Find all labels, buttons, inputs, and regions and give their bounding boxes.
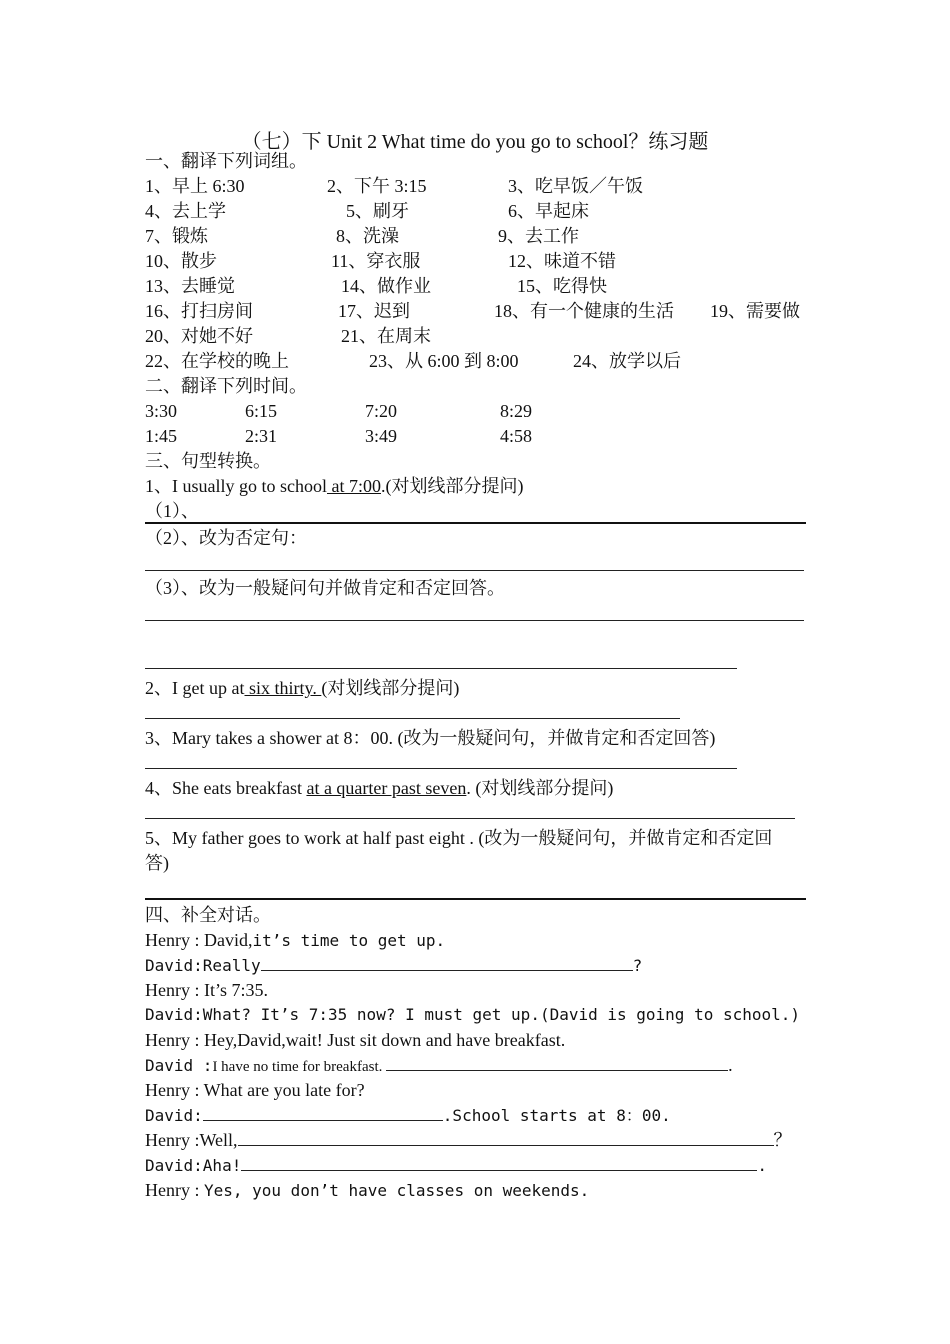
question-2-instruction: (对划线部分提问) — [321, 678, 460, 698]
dialogue-line — [145, 1054, 733, 1078]
section-4-heading: 四、补全对话。 — [145, 905, 271, 925]
page-title: （七）下 Unit 2 What time do you go to school？练习题 — [241, 131, 709, 153]
speaker: Henry : — [145, 930, 204, 950]
phrase-item: 3、吃早饭／午饭 — [508, 176, 643, 196]
dialogue-line: Henry : It’s 7:35. — [145, 980, 268, 1000]
section-3-heading: 三、句型转换。 — [145, 451, 271, 471]
phrase-item: 6、早起床 — [508, 201, 589, 221]
phrase-item: 22、在学校的晚上 — [145, 351, 289, 371]
fill-blank[interactable] — [386, 1054, 728, 1071]
question-2-underlined: six thirty. — [244, 678, 322, 698]
question-4 — [145, 777, 613, 799]
dialogue-line — [145, 929, 445, 952]
phrase-item: 21、在周末 — [341, 326, 431, 346]
dialogue-text: David, — [203, 930, 253, 950]
phrase-item: 23、从 6:00 到 8:00 — [369, 351, 519, 371]
phrase-item: 1、早上 6:30 — [145, 176, 245, 196]
answer-line[interactable] — [145, 522, 806, 524]
dialogue-text: David:Really — [145, 956, 261, 975]
section-2-heading: 二、翻译下列时间。 — [145, 376, 307, 396]
dialogue-text: Yes, you don’t have classes on weekends. — [203, 1181, 590, 1200]
question-1-underlined: at 7:00 — [327, 476, 381, 496]
answer-line[interactable] — [145, 818, 795, 819]
speaker: Henry : — [145, 1180, 204, 1200]
question-2-text: 2、I get up at — [145, 678, 245, 698]
phrase-item: 14、做作业 — [341, 276, 431, 296]
dialogue-text: ? — [632, 956, 643, 975]
answer-line[interactable] — [145, 668, 737, 669]
phrase-item: 11、穿衣服 — [331, 251, 421, 271]
question-1-instruction: .(对划线部分提问) — [381, 476, 524, 496]
time-item: 8:29 — [500, 401, 533, 421]
dialogue-text: it’s time to get up. — [252, 931, 446, 950]
time-item: 1:45 — [145, 426, 178, 446]
phrase-item: 4、去上学 — [145, 201, 226, 221]
dialogue-text: . — [728, 1055, 733, 1075]
fill-blank[interactable] — [261, 954, 633, 971]
dialogue-line: Henry : Hey,David,wait! Just sit down and have breakfast. — [145, 1030, 566, 1050]
question-1 — [145, 475, 524, 497]
time-item: 7:20 — [365, 401, 398, 421]
question-1-part-1: （1）、 — [145, 501, 199, 521]
time-item: 3:30 — [145, 401, 178, 421]
dialogue-text: .School starts at 8：00. — [442, 1106, 671, 1125]
phrase-item: 10、散步 — [145, 251, 217, 271]
phrase-item: 24、放学以后 — [573, 351, 681, 371]
question-1-part-3: （3）、改为一般疑问句并做肯定和否定回答。 — [145, 578, 505, 598]
answer-line[interactable] — [145, 718, 680, 719]
time-item: 3:49 — [365, 426, 398, 446]
question-5-line-1: 5、My father goes to work at half past eight . (改为一般疑问句，并做肯定和否定回 — [145, 828, 773, 848]
phrase-item: 18、有一个健康的生活 — [494, 301, 674, 321]
fill-blank[interactable] — [203, 1104, 443, 1121]
question-4-underlined: at a quarter past seven — [306, 778, 467, 798]
time-item: 2:31 — [245, 426, 278, 446]
dialogue-text: Henry :Well, — [145, 1130, 238, 1150]
dialogue-text: I have no time for breakfast. — [212, 1059, 387, 1075]
phrase-item: 17、迟到 — [338, 301, 410, 321]
phrase-item: 12、味道不错 — [508, 251, 616, 271]
question-1-part-2: （2）、改为否定句： — [145, 528, 307, 548]
answer-line[interactable] — [145, 620, 804, 621]
dialogue-line — [145, 954, 642, 977]
phrase-item: 5、刷牙 — [346, 201, 409, 221]
answer-line[interactable] — [145, 570, 804, 571]
question-4-text: 4、She eats breakfast — [145, 778, 307, 798]
dialogue-line — [145, 1154, 767, 1177]
phrase-item: 2、下午 3:15 — [327, 176, 427, 196]
dialogue-line: David:What? It’s 7:35 now? I must get up.(David is going to school.) — [145, 1005, 801, 1024]
phrase-item: 15、吃得快 — [517, 276, 607, 296]
dialogue-line — [145, 1179, 589, 1202]
phrase-item: 19、需要做 — [710, 301, 800, 321]
phrase-item: 7、锻炼 — [145, 226, 208, 246]
dialogue-text: David:Aha! — [145, 1156, 242, 1175]
fill-blank[interactable] — [241, 1154, 757, 1171]
phrase-item: 9、去工作 — [498, 226, 579, 246]
time-item: 6:15 — [245, 401, 278, 421]
dialogue-line: Henry : What are you late for? — [145, 1080, 365, 1100]
question-3: 3、Mary takes a shower at 8：00. (改为一般疑问句，并做肯定和否定回答) — [145, 728, 716, 748]
question-1-text: 1、I usually go to school — [145, 476, 327, 496]
question-2 — [145, 677, 459, 699]
phrase-item: 8、洗澡 — [336, 226, 399, 246]
phrase-item: 20、对她不好 — [145, 326, 253, 346]
section-1-heading: 一、翻译下列词组。 — [145, 151, 307, 171]
phrase-item: 16、打扫房间 — [145, 301, 253, 321]
dialogue-line — [145, 1129, 792, 1151]
question-5-line-2: 答) — [145, 853, 169, 873]
dialogue-line — [145, 1104, 671, 1127]
phrase-item: 13、去睡觉 — [145, 276, 235, 296]
dialogue-text: David: — [145, 1106, 203, 1125]
time-item: 4:58 — [500, 426, 533, 446]
dialogue-text: . — [757, 1156, 767, 1175]
question-4-instruction: . (对划线部分提问) — [466, 778, 614, 798]
dialogue-text: ？ — [773, 1130, 792, 1150]
answer-line[interactable] — [145, 898, 806, 900]
fill-blank[interactable] — [238, 1129, 774, 1146]
answer-line[interactable] — [145, 768, 737, 769]
dialogue-text: David : — [145, 1056, 213, 1075]
